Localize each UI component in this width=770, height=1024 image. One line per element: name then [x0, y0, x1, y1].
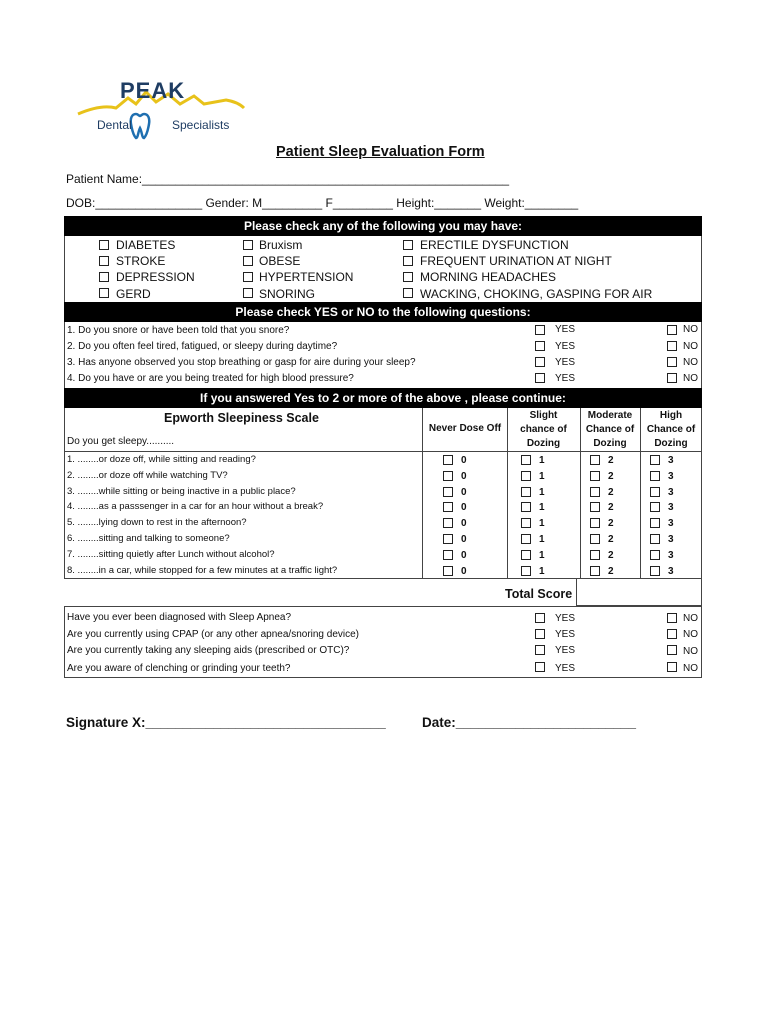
epworth-score-checkbox[interactable] — [443, 550, 453, 560]
yes-label: YES — [555, 645, 576, 656]
epworth-score-value: 2 — [608, 455, 614, 466]
epworth-score-value: 2 — [608, 471, 614, 482]
col-header-moderate-l2: Chance of — [585, 424, 635, 435]
epworth-score-checkbox[interactable] — [650, 455, 660, 465]
epworth-score-checkbox[interactable] — [443, 455, 453, 465]
continue-header: If you answered Yes to 2 or more of the above , please continue: — [64, 388, 702, 408]
condition-checkbox-depression[interactable] — [99, 272, 109, 282]
condition-label-hypertension: HYPERTENSION — [259, 270, 354, 284]
epworth-score-checkbox[interactable] — [443, 471, 453, 481]
no-checkbox[interactable] — [667, 341, 677, 351]
epworth-score-checkbox[interactable] — [521, 455, 531, 465]
condition-label-diabetes: DIABETES — [116, 238, 176, 252]
epworth-item-6: 6. ........sitting and talking to someone? — [67, 533, 230, 544]
col-header-never: Never Dose Off — [428, 423, 502, 434]
epworth-score-value: 3 — [668, 471, 674, 482]
condition-checkbox-bruxism[interactable] — [243, 240, 253, 250]
epworth-score-checkbox[interactable] — [521, 502, 531, 512]
yes-checkbox[interactable] — [535, 373, 545, 383]
epworth-score-value: 3 — [668, 534, 674, 545]
epworth-score-checkbox[interactable] — [590, 550, 600, 560]
no-label: NO — [683, 613, 698, 624]
epworth-score-checkbox[interactable] — [521, 550, 531, 560]
no-checkbox[interactable] — [667, 613, 677, 623]
no-label: NO — [683, 373, 698, 384]
epworth-score-value: 3 — [668, 566, 674, 577]
epworth-score-value: 0 — [461, 471, 467, 482]
condition-checkbox-snoring[interactable] — [243, 288, 253, 298]
patient-name-field[interactable]: Patient Name:_______________________________________________________ — [66, 172, 510, 186]
epworth-item-2: 2. ........or doze off while watching TV? — [67, 470, 228, 481]
yes-label: YES — [555, 324, 576, 335]
yes-label: YES — [555, 373, 576, 384]
epworth-score-checkbox[interactable] — [443, 534, 453, 544]
epworth-title: Epworth Sleepiness Scale — [164, 411, 319, 425]
no-checkbox[interactable] — [667, 373, 677, 383]
epworth-score-checkbox[interactable] — [521, 487, 531, 497]
col-header-high-l1: High — [659, 410, 683, 421]
epworth-score-checkbox[interactable] — [650, 566, 660, 576]
no-checkbox[interactable] — [667, 357, 677, 367]
epworth-item-1: 1. ........or doze off, while sitting and reading? — [67, 454, 256, 465]
epworth-score-checkbox[interactable] — [443, 566, 453, 576]
epworth-score-checkbox[interactable] — [590, 518, 600, 528]
condition-checkbox-frequent-urination[interactable] — [403, 256, 413, 266]
yes-label: YES — [555, 613, 576, 624]
epworth-score-checkbox[interactable] — [443, 518, 453, 528]
yesno-question-4: 4. Do you have or are you being treated for high blood pressure? — [67, 373, 354, 384]
logo-dental-text: Dental — [97, 118, 132, 132]
epworth-score-value: 0 — [461, 534, 467, 545]
yes-checkbox[interactable] — [535, 645, 545, 655]
col-header-high-l3: Dozing — [654, 438, 688, 449]
epworth-score-value: 2 — [608, 534, 614, 545]
condition-checkbox-erectile-dysfunction[interactable] — [403, 240, 413, 250]
epworth-score-checkbox[interactable] — [521, 518, 531, 528]
form-title: Patient Sleep Evaluation Form — [276, 144, 485, 160]
condition-label-erectile-dysfunction: ERECTILE DYSFUNCTION — [420, 238, 569, 252]
condition-label-bruxism: Bruxism — [259, 238, 303, 252]
date-field[interactable]: Date:________________________ — [422, 715, 636, 730]
epworth-score-checkbox[interactable] — [590, 566, 600, 576]
epworth-score-checkbox[interactable] — [443, 487, 453, 497]
epworth-prompt: Do you get sleepy.......... — [67, 436, 175, 447]
epworth-score-value: 0 — [461, 487, 467, 498]
epworth-score-value: 1 — [539, 471, 545, 482]
yes-checkbox[interactable] — [535, 341, 545, 351]
epworth-score-value: 2 — [608, 550, 614, 561]
final-question-1: Have you ever been diagnosed with Sleep Apnea? — [67, 612, 292, 623]
no-label: NO — [683, 324, 698, 335]
yes-label: YES — [555, 357, 576, 368]
epworth-item-3: 3. ........while sitting or being inactive in a public place? — [67, 486, 296, 497]
col-header-moderate-l1: Moderate — [587, 410, 633, 421]
epworth-score-checkbox[interactable] — [521, 566, 531, 576]
yes-checkbox[interactable] — [535, 629, 545, 639]
yes-checkbox[interactable] — [535, 357, 545, 367]
epworth-score-value: 3 — [668, 550, 674, 561]
yesno-question-1: 1. Do you snore or have been told that you snore? — [67, 325, 290, 336]
epworth-score-checkbox[interactable] — [650, 502, 660, 512]
epworth-score-checkbox[interactable] — [650, 518, 660, 528]
col-header-high-l2: Chance of — [646, 424, 696, 435]
no-checkbox[interactable] — [667, 662, 677, 672]
epworth-score-checkbox[interactable] — [521, 471, 531, 481]
epworth-item-8: 8. ........in a car, while stopped for a few minutes at a traffic light? — [67, 565, 338, 576]
epworth-score-value: 1 — [539, 534, 545, 545]
condition-label-morning-headaches: MORNING HEADACHES — [420, 270, 557, 284]
epworth-score-checkbox[interactable] — [650, 471, 660, 481]
epworth-score-value: 0 — [461, 502, 467, 513]
epworth-score-value: 2 — [608, 502, 614, 513]
epworth-score-checkbox[interactable] — [590, 455, 600, 465]
condition-label-wacking-choking: WACKING, CHOKING, GASPING FOR AIR — [420, 287, 653, 301]
epworth-score-value: 2 — [608, 518, 614, 529]
no-label: NO — [683, 341, 698, 352]
condition-checkbox-stroke[interactable] — [99, 256, 109, 266]
total-score-box[interactable] — [576, 578, 702, 606]
logo-specialists-text: Specialists — [172, 118, 230, 132]
epworth-score-value: 2 — [608, 487, 614, 498]
col-header-slight-l1: Slight — [529, 410, 558, 421]
no-label: NO — [683, 629, 698, 640]
epworth-score-value: 2 — [608, 566, 614, 577]
col-header-slight-l3: Dozing — [526, 438, 561, 449]
yes-label: YES — [555, 341, 576, 352]
col-header-slight-l2: chance of — [520, 424, 567, 435]
total-score-label: Total Score — [505, 587, 573, 601]
condition-label-obese: OBESE — [259, 254, 301, 268]
epworth-item-7: 7. ........sitting quietly after Lunch without alcohol? — [67, 549, 275, 560]
epworth-score-value: 0 — [461, 518, 467, 529]
epworth-score-checkbox[interactable] — [443, 502, 453, 512]
condition-label-snoring: SNORING — [259, 287, 316, 301]
logo-wordmark: PEAK — [120, 78, 186, 103]
epworth-score-value: 0 — [461, 550, 467, 561]
final-question-2: Are you currently using CPAP (or any other apnea/snoring device) — [67, 629, 360, 640]
final-question-3: Are you currently taking any sleeping aids (prescribed or OTC)? — [67, 645, 350, 656]
epworth-score-value: 1 — [539, 487, 545, 498]
condition-checkbox-morning-headaches[interactable] — [403, 272, 413, 282]
logo — [76, 74, 246, 144]
yesno-question-2: 2. Do you often feel tired, fatigued, or sleepy during daytime? — [67, 341, 338, 352]
epworth-score-checkbox[interactable] — [590, 534, 600, 544]
no-label: NO — [683, 646, 698, 657]
yes-label: YES — [555, 629, 576, 640]
no-label: NO — [683, 663, 698, 674]
epworth-score-checkbox[interactable] — [650, 550, 660, 560]
epworth-score-value: 0 — [461, 455, 467, 466]
epworth-header-divider — [64, 451, 702, 452]
yes-checkbox[interactable] — [535, 662, 545, 672]
epworth-score-checkbox[interactable] — [521, 534, 531, 544]
condition-label-depression: DEPRESSION — [116, 270, 195, 284]
epworth-score-value: 1 — [539, 518, 545, 529]
yes-checkbox[interactable] — [535, 325, 545, 335]
condition-label-gerd: GERD — [116, 287, 151, 301]
condition-checkbox-gerd[interactable] — [99, 288, 109, 298]
epworth-score-checkbox[interactable] — [650, 534, 660, 544]
epworth-score-checkbox[interactable] — [650, 487, 660, 497]
condition-label-stroke: STROKE — [116, 254, 166, 268]
epworth-score-value: 3 — [668, 487, 674, 498]
no-checkbox[interactable] — [667, 325, 677, 335]
epworth-score-value: 1 — [539, 502, 545, 513]
yes-checkbox[interactable] — [535, 613, 545, 623]
epworth-item-5: 5. ........lying down to rest in the afternoon? — [67, 517, 247, 528]
condition-label-frequent-urination: FREQUENT URINATION AT NIGHT — [420, 254, 612, 268]
epworth-score-value: 3 — [668, 502, 674, 513]
epworth-score-value: 3 — [668, 455, 674, 466]
epworth-score-value: 1 — [539, 455, 545, 466]
epworth-score-checkbox[interactable] — [590, 487, 600, 497]
no-label: NO — [683, 357, 698, 368]
condition-checkbox-wacking-choking[interactable] — [403, 288, 413, 298]
patient-dob-gender-height-weight-fields[interactable]: DOB:________________ Gender: M_________ F_________ Height:_______ Weight:________ — [66, 196, 579, 210]
total-score-left-border — [576, 578, 577, 606]
no-checkbox[interactable] — [667, 645, 677, 655]
no-checkbox[interactable] — [667, 629, 677, 639]
epworth-score-value: 1 — [539, 566, 545, 577]
epworth-item-4: 4. ........as a passsenger in a car for an hour without a break? — [67, 501, 324, 512]
signature-field[interactable]: Signature X:________________________________ — [66, 715, 386, 730]
final-question-4: Are you aware of clenching or grinding your teeth? — [67, 663, 291, 674]
conditions-header: Please check any of the following you may have: — [64, 216, 702, 236]
yesno-question-3: 3. Has anyone observed you stop breathing or gasp for aire during your sleep? — [67, 357, 416, 368]
epworth-score-value: 3 — [668, 518, 674, 529]
condition-checkbox-diabetes[interactable] — [99, 240, 109, 250]
col-header-moderate-l3: Dozing — [593, 438, 627, 449]
condition-checkbox-hypertension[interactable] — [243, 272, 253, 282]
epworth-score-value: 1 — [539, 550, 545, 561]
yesno-header: Please check YES or NO to the following questions: — [64, 302, 702, 322]
yes-label: YES — [555, 663, 576, 674]
epworth-score-checkbox[interactable] — [590, 471, 600, 481]
epworth-score-checkbox[interactable] — [590, 502, 600, 512]
epworth-score-value: 0 — [461, 566, 467, 577]
condition-checkbox-obese[interactable] — [243, 256, 253, 266]
